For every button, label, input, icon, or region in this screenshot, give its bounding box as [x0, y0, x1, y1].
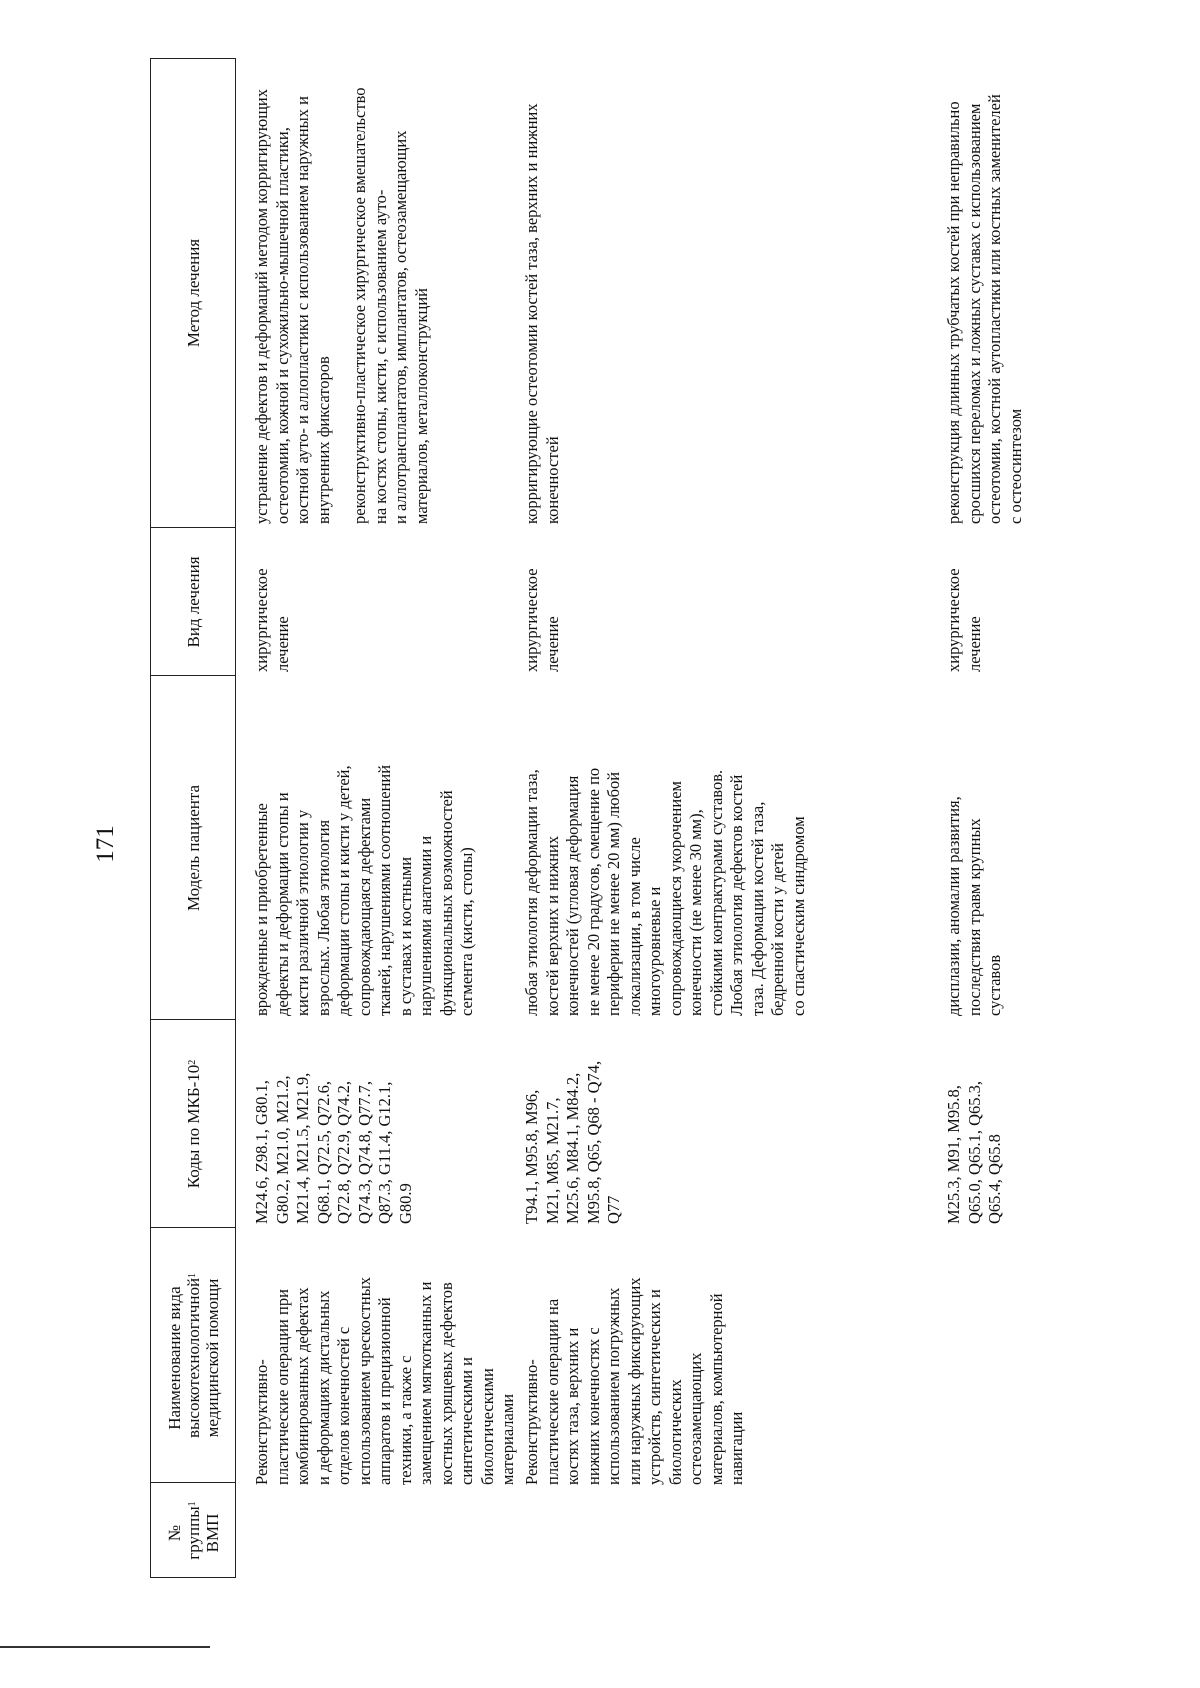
row-3-icd-codes: M25.3, M91, M95.8, Q65.0, Q65.1, Q65.3, Q65.4, Q65.8 [944, 1081, 1004, 1224]
row-2-treatment-type: хирургическое лечение [522, 568, 562, 672]
column-treatment-method [150, 58, 1110, 528]
header-patient-model-text: Модель пациента [183, 784, 203, 912]
row-2-patient-model: любая этиология деформации таза, костей верхних и нижних конечностей (угловая деформация не менее 20 градусов, смещение по периферии не менее 20 мм) любой локализации, в том числе многоуровневые и сопровождающиеся укорочением конечности (не менее 30 мм), стойкими контрактурами суставов. Любая этиология дефектов костей таза. Деформации костей таза, бедренной кости у детей со спастическим синдромом [522, 767, 808, 1016]
row-2-method-1: корригирующие остеотомии костей таза, верхних и нижних конечностей [522, 103, 562, 524]
header-treatment-type [150, 528, 236, 676]
header-group-number: № группы ВМП 1 [164, 1501, 222, 1560]
row-2-vmp-name: Реконструктивно- пластические операции на костях таза, верхних и нижних конечностях с использованием погружных или наружных фиксирующих устройств, синтетических и биологических остеозамещающих материалов, компьютерной навигации [522, 1277, 746, 1485]
header-icd-codes: Коды по МКБ-10 2 [183, 1059, 203, 1189]
column-icd-codes [150, 1020, 1110, 1228]
header-patient-model [150, 676, 236, 1020]
header-vmp-name-text: Наименование вида высокотехнологичной медицинской помощи [164, 1277, 222, 1439]
header-treatment-method [150, 58, 236, 528]
rotated-table [150, 58, 1110, 1578]
row-1-method-2: реконструктивно-пластическое хирургическое вмешательство на костях стопы, кисти, с использованием ауто- и аллотрансплантатов, имплантатов, остеозамещающих материалов, металлоконструкций [350, 87, 431, 524]
row-1-patient-model: врожденные и приобретенные дефекты и деформации стопы и кисти различной этиологии у взрослых. Любая этиология деформации стопы и кисти у детей, сопровождающаяся дефектами тканей, нарушениями соотношений в суставах и костными нарушениями анатомии и функциональных возможностей сегмента (кисти, стопы) [252, 764, 476, 1016]
header-icd-codes-text: Коды по МКБ-10 [183, 1064, 203, 1189]
header-treatment-type-text: Вид лечения [183, 556, 203, 648]
header-treatment-method-text: Метод лечения [183, 238, 203, 348]
column-treatment-type [150, 528, 1110, 676]
row-3-treatment-type: хирургическое лечение [944, 568, 984, 672]
header-group-number-text: № группы ВМП [164, 1506, 222, 1560]
row-1-vmp-name: Реконструктивно- пластические операции при комбинированных дефектах и деформациях дистальных отделов конечностей с использованием чрескостных аппаратов и прецизионной техники, а также с замещением мягкотканных и костных хрящевых дефектов синтетическими и биологическими материалами [252, 1276, 517, 1485]
row-1-method-1: устранение дефектов и деформаций методом корригирующих остеотомии, кожной и сухожильно-мышечной пластики, костной ауто- и аллопластики с использованием наружных и внутренних фиксаторов [252, 89, 333, 524]
column-group-number [150, 1483, 1110, 1578]
column-patient-model [150, 676, 1110, 1020]
row-3-patient-model: дисплазии, аномалии развития, последствия травм крупных суставов [944, 796, 1004, 1016]
header-vmp-name: Наименование вида высокотехнологичной медицинской помощи 1 [164, 1272, 222, 1439]
row-1-icd-codes: M24.6, Z98.1, G80.1, G80.2, M21.0, M21.2, M21.4, M21.5, M21.9, Q68.1, Q72.5, Q72.6, Q72.8, Q72.9, Q74.2, Q74.3, Q74.8, Q77.7, Q87.3, G11.4, G12.1, G80.9 [252, 1072, 415, 1224]
column-vmp-name [150, 1228, 1110, 1483]
row-3-method-1: реконструкция длинных трубчатых костей при неправильно сросшихся переломах и ложных суставах с использованием остеотомии, костной аутопластики или костных заменителей с остеосинтезом [944, 94, 1025, 524]
row-2-icd-codes: T94.1, M95.8, M96, M21, M85, M21.7, M25.6, M84.1, M84.2, M95.8, Q65, Q68 - Q74, Q77 [522, 1060, 623, 1224]
page-number: 171 [92, 825, 119, 863]
row-1-treatment-type: хирургическое лечение [252, 568, 292, 672]
treatment-table [150, 58, 1110, 1578]
scan-edge-line [0, 1646, 210, 1648]
